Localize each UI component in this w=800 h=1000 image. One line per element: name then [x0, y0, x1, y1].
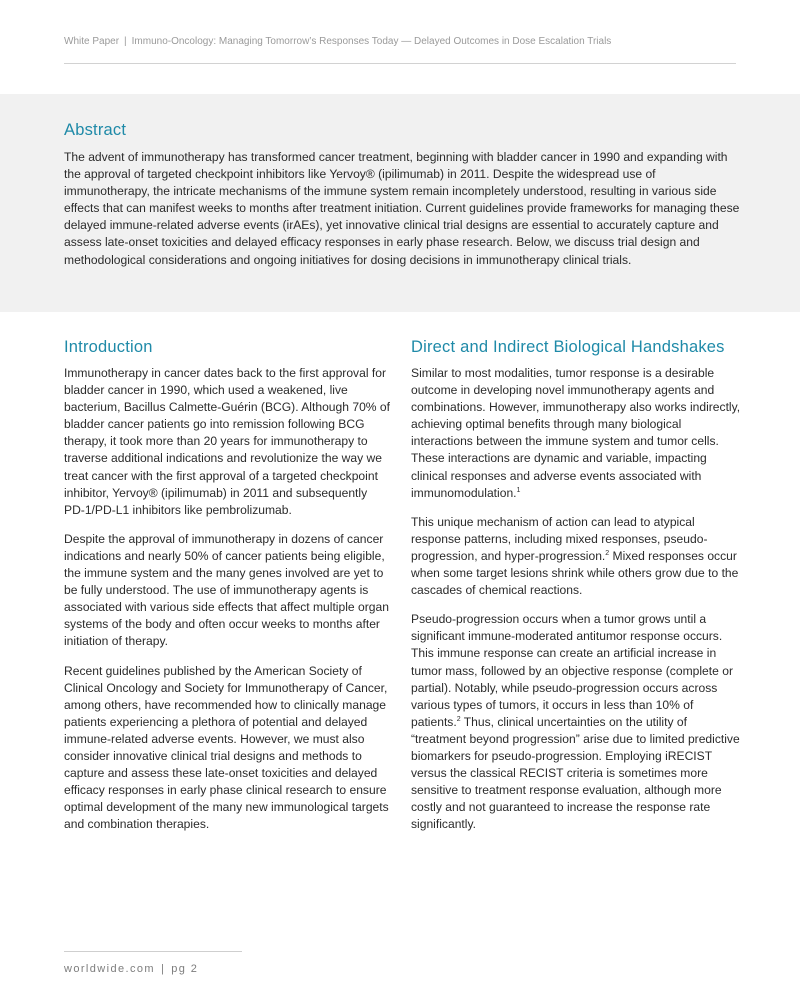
footer-site-link[interactable]: worldwide.com: [64, 963, 155, 975]
handshakes-paragraph-1-text: Similar to most modalities, tumor response is a desirable outcome in developing novel immunotherapy agents and combinations. However, immunotherapy also works indirectly, achieving optimal benefits through many biological interactions between the immune system and tumor cells. These interactions are dynamic and variable, impacting clinical responses and adverse events associated with immunomodulation.: [411, 366, 741, 500]
introduction-heading: Introduction: [64, 338, 153, 356]
header-title: Immuno-Oncology: Managing Tomorrow’s Responses Today — Delayed Outcomes in Dose Escalation Trials: [131, 36, 612, 47]
handshakes-paragraph-2-text-b: Mixed responses occur when some target lesions shrink while others grow due to the cascades of chemical reactions.: [411, 548, 739, 598]
header-rule: [64, 63, 736, 64]
page-footer: [64, 963, 198, 975]
reference-superscript: 2: [605, 549, 610, 557]
abstract-heading: Abstract: [64, 121, 127, 139]
handshakes-paragraph-2-text-a: This unique mechanism of action can lead to atypical response patterns, including mixed responses, pseudo-progression, and hyper-progression.: [411, 514, 708, 563]
handshakes-paragraph-3-text-a: Pseudo-progression occurs when a tumor grows until a significant immune-moderated antitumor response occurs. This immune response can create an artificial increase in tumor mass, followed by an objective response (complete or partial). Notably, while pseudo-progression occurs across various types of tumors, it occurs in less than 10% of patients.: [411, 612, 733, 729]
handshakes-paragraph-2: [411, 514, 741, 599]
handshakes-paragraph-3-text-b: Thus, clinical uncertainties on the utility of “treatment beyond progression” arise due to limited predictive biomarkers for pseudo-progression. Employing iRECIST versus the classical RECIST criteria is sometimes more sensitive to treatment response evaluation, although more costly and not guaranteed to increase the response rate significantly.: [411, 714, 740, 832]
page-number: pg 2: [171, 963, 199, 975]
footer-divider: |: [160, 963, 166, 975]
header-label: White Paper: [64, 36, 120, 47]
abstract-text: The advent of immunotherapy has transformed cancer treatment, beginning with bladder cancer in 1990 and expanding with the approval of targeted checkpoint inhibitors like Yervoy® (ipilimumab) in 2011. Despite the widespread use of immunotherapy, the intricate mechanisms of the immune system remain incompletely understood, resulting in various side effects that can manifest weeks to months after treatment initiation. Current guidelines provide frameworks for managing these delayed immune-related adverse events (irAEs), yet innovative clinical trial designs are essential to accurately capture and assess late-onset toxicities and delayed efficacy responses in early phase research. Below, we discuss trial design and methodological considerations and ongoing initiatives for dosing decisions in immunotherapy clinical trials.: [64, 150, 740, 267]
introduction-paragraph-2: Despite the approval of immunotherapy in dozens of cancer indications and nearly 50% of cancer patients being eligible, the immune system and the many genes involved are yet to be fully understood. The use of immunotherapy agents is associated with various side effects that affect multiple organ systems of the body and often occur weeks to months after initiation of therapy.: [64, 531, 389, 649]
handshakes-heading: Direct and Indirect Biological Handshakes: [411, 338, 725, 356]
footer-rule: [64, 951, 242, 952]
running-header: [64, 36, 736, 47]
handshakes-paragraph-3: [411, 611, 741, 833]
introduction-column: [64, 337, 390, 845]
header-divider: |: [124, 36, 127, 47]
introduction-paragraph-1: Immunotherapy in cancer dates back to the first approval for bladder cancer in 1990, which used a weakened, live bacterium, Bacillus Calmette-Guérin (BCG). Although 70% of bladder cancer patients go into remission following BCG therapy, it took more than 20 years for immunotherapy to traverse additional indications and revolutionize the way we treat cancer with the first approval of a targeted checkpoint inhibitor, Yervoy® (ipilimumab) in 2011 and subsequently PD-1/PD-L1 inhibitors like pembrolizumab.: [64, 366, 390, 517]
reference-superscript: 1: [516, 486, 521, 494]
reference-superscript: 2: [456, 715, 461, 723]
handshakes-paragraph-1: [411, 365, 741, 502]
introduction-paragraph-3: Recent guidelines published by the American Society of Clinical Oncology and Society for Immunotherapy of Cancer, among others, have recommended how to clinically manage patients experiencing a plethora of potential and delayed immune-related adverse events. However, we must also consider innovative clinical trial designs and methods to capture and assess these late-onset toxicities and delayed efficacy responses in early phase clinical research to ensure optimal development of the many new immunological targets and combination therapies.: [64, 663, 389, 832]
handshakes-column: [411, 337, 741, 845]
